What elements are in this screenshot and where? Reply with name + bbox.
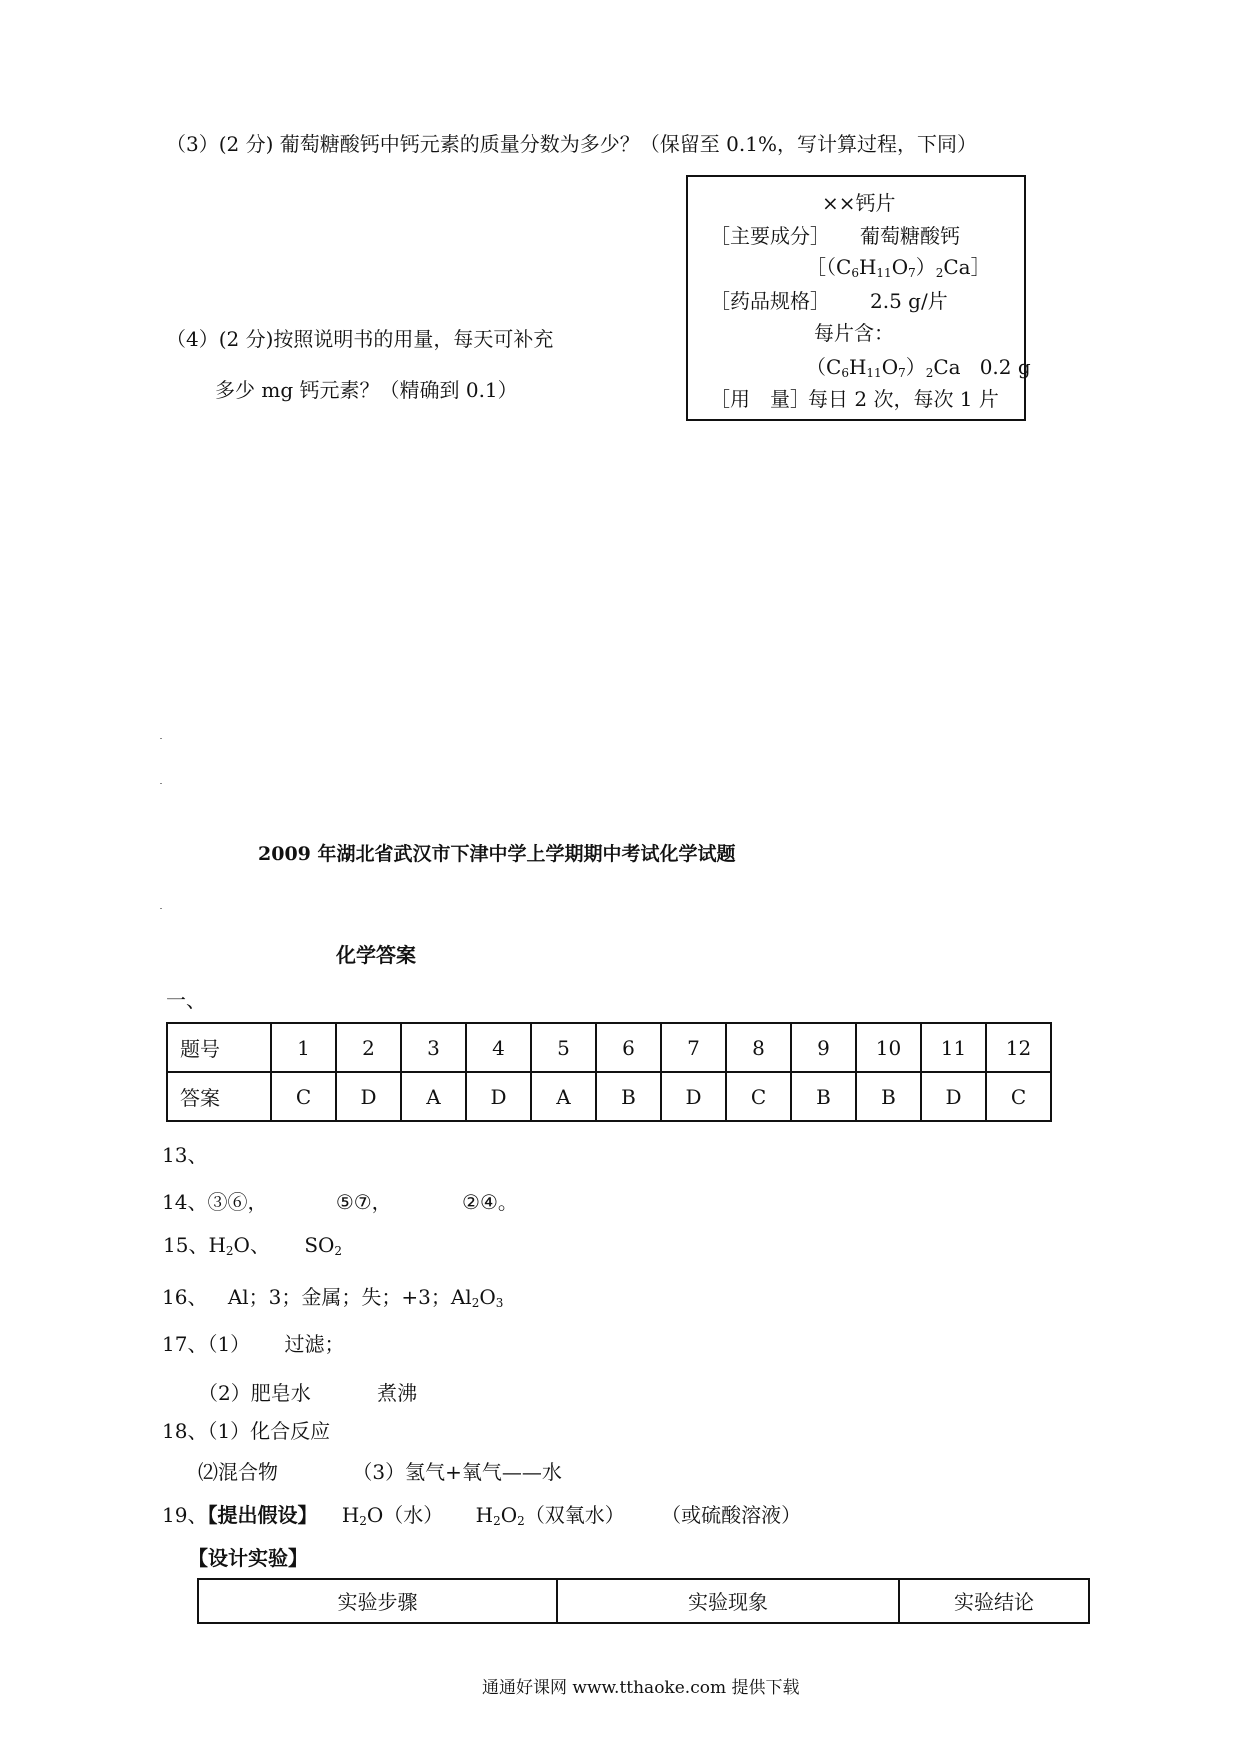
answer-18-part2: ⑵混合物 （3）氢气+氧气——水 [198,1460,562,1484]
label-title: ××钙片 [822,191,896,215]
label-dose-key: ［用 量］ [710,387,810,411]
scan-speck [160,908,162,909]
row-label: 题号 [167,1023,271,1072]
answer-subtitle: 化学答案 [336,943,416,967]
question-text-line1: 按照说明书的用量，每天可补充 [273,327,554,351]
table-row [198,1579,1089,1623]
answer-cell: C [726,1072,791,1121]
answer-cell: A [401,1072,466,1121]
answer-cell: B [856,1072,921,1121]
table-row [167,1023,1051,1072]
label-spec-key: ［药品规格］ [710,289,830,313]
question-number-cell: 6 [596,1023,661,1072]
question-score: (2 分) [218,132,274,156]
answer-cell: D [661,1072,726,1121]
label-ingredient-value: 葡萄糖酸钙 [860,224,960,248]
exam-title: 2009 年湖北省武汉市下津中学上学期期中考试化学试题 [258,843,736,865]
label-dose-value: 每日 2 次，每次 1 片 [808,387,999,411]
question-number-cell: 4 [466,1023,531,1072]
question-number-cell: 12 [986,1023,1051,1072]
question-number-cell: 10 [856,1023,921,1072]
answer-17: 17、（1） 过滤； [162,1332,345,1356]
answer-cell: C [986,1072,1051,1121]
label-per-tablet-formula: $(C_6H_{11}O_7)_2Ca$ 0.2 g [806,355,1031,380]
answer-cell: D [921,1072,986,1121]
answer-13: 13、 [162,1143,208,1167]
scan-speck [160,783,162,784]
answer-cell: B [791,1072,856,1121]
question-number-cell: 7 [661,1023,726,1072]
answer-cell: A [531,1072,596,1121]
question-number-cell: 1 [271,1023,336,1072]
scan-speck [160,738,162,739]
label-per-tablet: 每片含： [814,321,894,345]
question-number-cell: 3 [401,1023,466,1072]
table-header-cell: 实验现象 [557,1579,899,1623]
label-spec-value: 2.5 g/片 [870,289,948,313]
table-header-cell: 实验步骤 [198,1579,557,1623]
answer-cell: C [271,1072,336,1121]
experiment-table [197,1578,1090,1624]
question-number-cell: 2 [336,1023,401,1072]
answer-cell: D [336,1072,401,1121]
question-number-cell: 5 [531,1023,596,1072]
question-3 [166,134,977,154]
answer-15: 15、$H_2O$、 $SO_2$ [163,1233,343,1258]
answer-cell: D [466,1072,531,1121]
question-4-line2: 多少 mg 钙元素？（精确到 0.1） [215,378,518,402]
answer-table [166,1022,1052,1122]
question-number-cell: 11 [921,1023,986,1072]
answer-16: 16、 Al；3；金属；失；+3；$Al_2O_3$ [162,1285,504,1310]
question-number: （3） [166,132,219,156]
medicine-label-box [686,175,1031,421]
answer-cell: B [596,1072,661,1121]
question-text: 葡萄糖酸钙中钙元素的质量分数为多少？（保留至 0.1%，写计算过程，下同） [279,132,977,156]
question-number-cell: 9 [791,1023,856,1072]
question-number-cell: 8 [726,1023,791,1072]
table-header-cell: 实验结论 [899,1579,1089,1623]
question-score: (2 分) [218,327,274,351]
answer-17-part2: （2）肥皂水 煮沸 [198,1381,418,1405]
table-row [167,1072,1051,1121]
footer-text: 通通好课网 www.tthaoke.com 提供下载 [482,1678,800,1698]
label-per-tablet-amount: 0.2 g [979,355,1031,379]
question-number: （4） [166,327,219,351]
row-label: 答案 [167,1072,271,1121]
answer-18: 18、（1）化合反应 [162,1419,331,1443]
answer-14: 14、③⑥， ⑤⑦， ②④。 [162,1190,518,1214]
label-ingredient-key: ［主要成分］ [710,224,830,248]
answer-19: 19、【提出假设】 $H_2O$（水） $H_2O_2$（双氧水） （或硫酸溶液） [162,1503,802,1528]
design-experiment-heading: 【设计实验】 [188,1546,308,1570]
question-4 [166,329,553,349]
section-one-label: 一、 [166,988,206,1012]
label-ingredient-formula: $[(C_6H_{11}O_7)_2Ca]$ [806,255,991,280]
